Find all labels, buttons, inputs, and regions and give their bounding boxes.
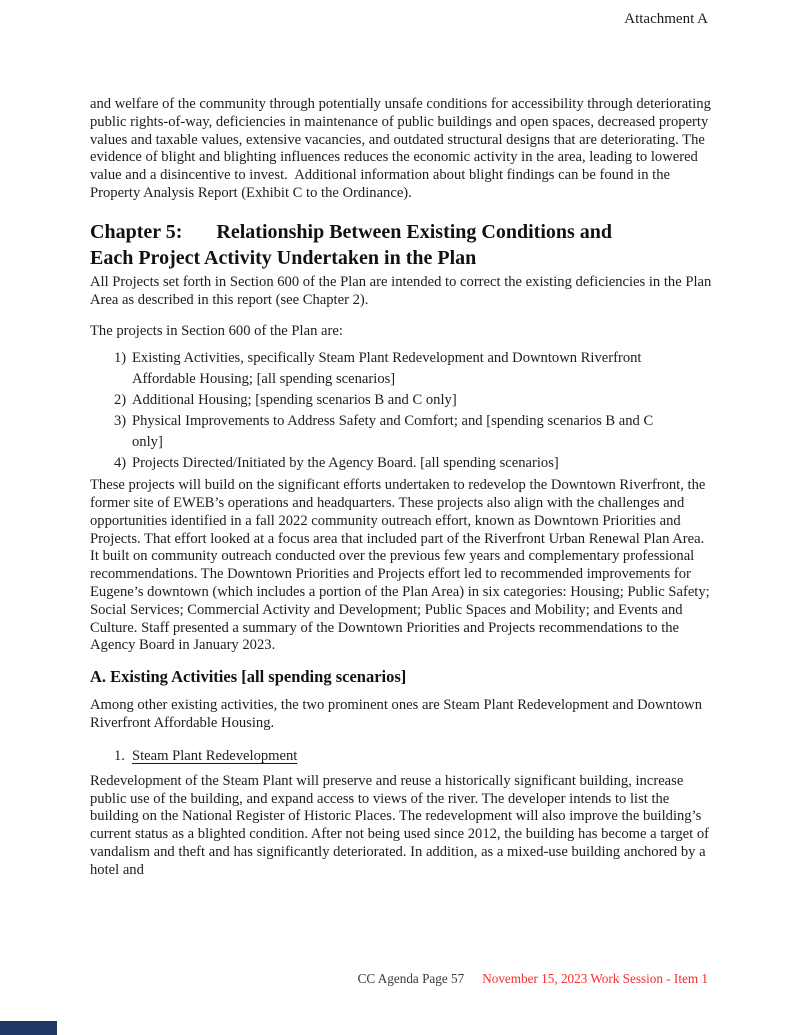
projects-list <box>90 348 712 474</box>
attachment-label: Attachment A <box>624 11 708 27</box>
chapter-number: Chapter 5: <box>90 220 183 243</box>
list-item <box>114 411 712 453</box>
among-activities-paragraph: Among other existing activities, the two prominent ones are Steam Plant Redevelopment and Downtown Riverfront Affordable Housing. <box>90 697 706 731</box>
chapter-heading <box>90 219 712 271</box>
list-item-text: Projects Directed/Initiated by the Agency Board. [all spending scenarios] <box>132 455 559 472</box>
list-item-number: 4) <box>114 455 127 472</box>
list-item-text: Additional Housing; [spending scenarios B and C only] <box>132 392 457 409</box>
list-item <box>114 453 712 474</box>
list-item-number: 3) <box>114 413 127 430</box>
list-item-text: Physical Improvements to Address Safety and Comfort; and [spending scenarios B and C only] <box>132 413 654 451</box>
list-item-number: 2) <box>114 392 127 409</box>
corner-accent-bar <box>0 1021 57 1035</box>
list-item <box>114 348 712 390</box>
work-session-stamp: November 15, 2023 Work Session - Item 1 <box>482 971 708 986</box>
list-item <box>114 390 712 411</box>
chapter-title-line1: Relationship Between Existing Conditions and <box>216 220 613 243</box>
list-item-text: Existing Activities, specifically Steam Plant Redevelopment and Downtown Riverfront Affordable Housing; [all spending scenarios] <box>132 350 642 388</box>
downtown-priorities-paragraph: These projects will build on the significant efforts undertaken to redevelop the Downtown Riverfront, the former site of EWEB’s operations and headquarters. These projects also align with the challenges and opportunities identified in a fall 2022 community outreach effort, known as Downtown Priorities and Projects. That effort looked at a focus area that included part of the Riverfront Urban Renewal Plan Area. It built on community outreach conducted over the previous few years and complementary professional recommendations. The Downtown Priorities and Projects effort led to recommended improvements for Eugene’s downtown (which includes a portion of the Plan Area) in six categories: Housing; Public Safety; Social Services; Commercial Activity and Development; Public Spaces and Mobility; and Events and Culture. Staff presented a summary of the Downtown Priorities and Projects recommendations to the Agency Board in January 2023. <box>90 477 714 654</box>
page-footer <box>358 971 708 987</box>
section-a-heading: A. Existing Activities [all spending scenarios] <box>90 667 407 687</box>
projects-list-intro: The projects in Section 600 of the Plan are: <box>90 323 343 340</box>
chapter-title-line2: Each Project Activity Undertaken in the Plan <box>90 246 477 269</box>
all-projects-paragraph: All Projects set forth in Section 600 of the Plan are intended to correct the existing deficiencies in the Plan Area as described in this report (see Chapter 2). <box>90 273 715 308</box>
subsection-number: 1. <box>114 747 125 764</box>
redevelopment-paragraph: Redevelopment of the Steam Plant will preserve and reuse a historically significant building, increase public use of the building, and expand access to views of the river. The developer intends to list the building on the National Register of Historic Places. The redevelopment will also improve the building’s current status as a blighted condition. After not being used since 2012, the building has become a target of vandalism and theft and has significantly deteriorated. In addition, as a mixed-use building anchored by a hotel and <box>90 772 713 878</box>
document-content <box>90 96 715 880</box>
intro-paragraph: and welfare of the community through potentially unsafe conditions for accessibility through deteriorating public rights-of-way, deficiencies in maintenance of public buildings and open spaces, decreased property values and taxable values, extensive vacancies, and outdated structural designs that are deteriorating. The evidence of blight and blighting influences reduces the economic activity in the area, leading to lowered value and a disincentive to invest. Additional information about blight findings can be found in the Property Analysis Report (Exhibit C to the Ordinance). <box>90 96 715 201</box>
page-number-label: CC Agenda Page 57 <box>357 971 465 986</box>
subsection-title: Steam Plant Redevelopment <box>132 747 298 764</box>
subsection-steam-plant <box>114 746 712 767</box>
list-item-number: 1) <box>114 350 127 367</box>
